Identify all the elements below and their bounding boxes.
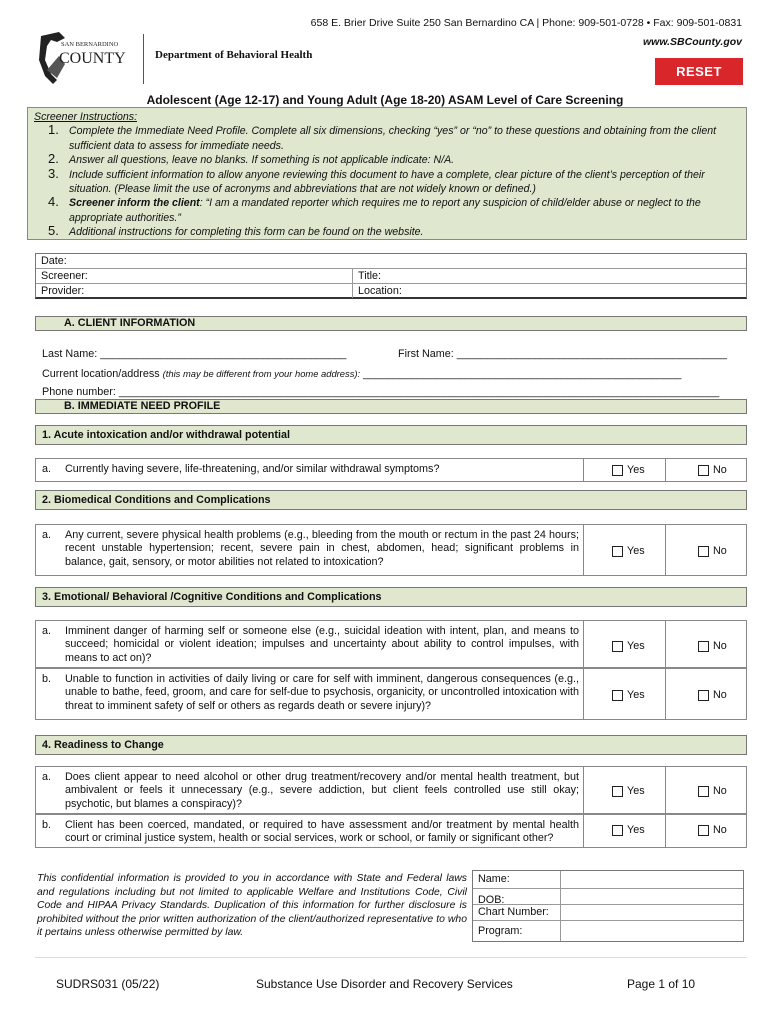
program-field[interactable]: Program: (478, 925, 523, 937)
checkbox-icon (612, 641, 623, 652)
confidentiality-notice: This confidential information is provided to you in accordance with State and Federal laws and regulations including but not limited to applicable Welfare and Institutions Code, Civil Code and HIPAA Privacy Standards. Duplication of this information for further disclosure is prohibited without the prior written authorization of the client/authorized representative to who it pertains unless otherwise permitted by law. (37, 873, 467, 939)
screener-row[interactable] (36, 269, 746, 284)
date-row[interactable] (36, 254, 746, 269)
dimension-1-header: 1. Acute intoxication and/or withdrawal potential (35, 425, 747, 445)
yes-checkbox[interactable]: Yes (612, 545, 645, 557)
instruction-item: 4. Screener inform the client: “I am a mandated reporter which requires me to report any suspicion of child/elder abuse or neglect to the appropriate authorities.” (48, 194, 701, 224)
no-checkbox[interactable]: No (698, 824, 727, 836)
checkbox-icon (698, 786, 709, 797)
last-name-field[interactable]: Last Name: _________________________________________ (42, 348, 347, 360)
yes-checkbox[interactable]: Yes (612, 689, 645, 701)
department-name: Department of Behavioral Health (155, 49, 313, 61)
no-checkbox[interactable]: No (698, 464, 727, 476)
question-row: b. Client has been coerced, mandated, or required to have assessment and/or treatment by mental health court or criminal justice system, health or social services, work or school, or family or significant other? Yes No (35, 814, 747, 848)
checkbox-icon (698, 641, 709, 652)
checkbox-icon (612, 546, 623, 557)
instruction-item: 1. Complete the Immediate Need Profile. Complete all six dimensions, checking “yes” or “no” to these questions and obtaining from the client sufficient data to assess for immediate needs. (48, 122, 717, 152)
checkbox-icon (698, 690, 709, 701)
checkbox-icon (698, 546, 709, 557)
patient-info-box (472, 870, 744, 942)
logo-top-text: SAN BERNARDINO (61, 41, 119, 48)
first-name-field[interactable]: First Name: _____________________________________________ (398, 348, 727, 360)
title-label: Title: (358, 270, 381, 282)
no-checkbox[interactable]: No (698, 640, 727, 652)
screener-instructions (27, 107, 747, 240)
instruction-item: 5. Additional instructions for completing this form can be found on the website. (48, 223, 424, 239)
form-title: Adolescent (Age 12-17) and Young Adult (Age 18-20) ASAM Level of Care Screening (146, 93, 624, 107)
screener-label: Screener: (41, 270, 88, 282)
checkbox-icon (612, 825, 623, 836)
logo-main-text: COUNTY (59, 50, 126, 67)
provider-label: Provider: (41, 285, 85, 297)
phone-field[interactable]: Phone number: ____________________________________________________________________________________________________ (42, 386, 720, 398)
checkbox-icon (612, 690, 623, 701)
instructions-heading: Screener Instructions: (34, 111, 138, 123)
provider-row[interactable] (36, 284, 746, 299)
county-logo (37, 30, 133, 86)
reset-button[interactable]: RESET (655, 58, 743, 85)
instruction-item: 3. Include sufficient information to allow anyone reviewing this document to have a complete, clear picture of the client’s perception of their situation. (Please limit the use of acronyms and abbreviations that are not widely known or defined.) (48, 165, 705, 196)
dimension-4-header: 4. Readiness to Change (35, 735, 747, 755)
yes-checkbox[interactable]: Yes (612, 464, 645, 476)
dimension-3-header: 3. Emotional/ Behavioral /Cognitive Conditions and Complications (35, 587, 747, 607)
dimension-2-header: 2. Biomedical Conditions and Complications (35, 490, 747, 510)
checkbox-icon (612, 786, 623, 797)
question-row: b. Unable to function in activities of daily living or care for self with imminent, dangerous consequences (e.g., unable to bathe, feed, groom, and care for self-due to psychosis, organicity, or uncontrolled intoxication with threat to imminent safety of self or others as regards death or severe injury)? Yes No (35, 668, 747, 720)
current-location-field[interactable]: Current location/address (this may be different from your home address): _____________________________________________________ (42, 368, 682, 380)
footer-divider (35, 957, 747, 958)
checkbox-icon (612, 465, 623, 476)
checkbox-icon (698, 825, 709, 836)
chart-number-field[interactable]: Chart Number: (473, 905, 743, 921)
question-row: a. Any current, severe physical health problems (e.g., bleeding from the mouth or rectum in the past 24 hours; recent unstable hypertension; recent, severe pain in chest, abdomen, head; significant problems in balance, gait, sensory, or motor abilities not related to intoxication? Yes No (35, 524, 747, 576)
question-row: a. Does client appear to need alcohol or other drug treatment/recovery and/or mental health treatment, but ambivalent or feels it unnecessary (e.g., severe addiction, but client feels controlled use still okay; psychotic, but blames a conspiracy)? Yes No (35, 766, 747, 814)
no-checkbox[interactable]: No (698, 785, 727, 797)
header-website: www.SBCounty.gov (643, 36, 742, 48)
header-divider (143, 34, 144, 84)
no-checkbox[interactable]: No (698, 545, 727, 557)
location-label: Location: (358, 285, 402, 297)
page-number: Page 1 of 10 (627, 977, 696, 991)
checkbox-icon (698, 465, 709, 476)
question-row: a. Imminent danger of harming self or someone else (e.g., suicidal ideation with intent, plan, and means to succeed; homicidal or violent ideation; impulses and uncertainty about ability to control impulses, with means to act on)? Yes No (35, 620, 747, 668)
patient-name-field[interactable]: Name: (473, 871, 743, 889)
yes-checkbox[interactable]: Yes (612, 640, 645, 652)
instruction-item: 2. Answer all questions, leave no blanks. If something is not applicable indicate: N/A. (48, 151, 455, 167)
patient-dob-field[interactable]: DOB: (473, 889, 743, 905)
yes-checkbox[interactable]: Yes (612, 785, 645, 797)
yes-checkbox[interactable]: Yes (612, 824, 645, 836)
service-name: Substance Use Disorder and Recovery Services (256, 977, 513, 991)
question-row: a. Currently having severe, life-threatening, and/or similar withdrawal symptoms? Yes No (35, 458, 747, 482)
section-b-header: B. IMMEDIATE NEED PROFILE (35, 399, 747, 414)
header-address: 658 E. Brier Drive Suite 250 San Bernardino CA | Phone: 909-501-0728 • Fax: 909-501-0831 (310, 17, 742, 29)
screener-info-table (35, 253, 747, 299)
no-checkbox[interactable]: No (698, 689, 727, 701)
section-a-header: A. CLIENT INFORMATION (35, 316, 747, 331)
form-id: SUDRS031 (05/22) (56, 977, 160, 991)
date-label: Date: (41, 255, 67, 267)
